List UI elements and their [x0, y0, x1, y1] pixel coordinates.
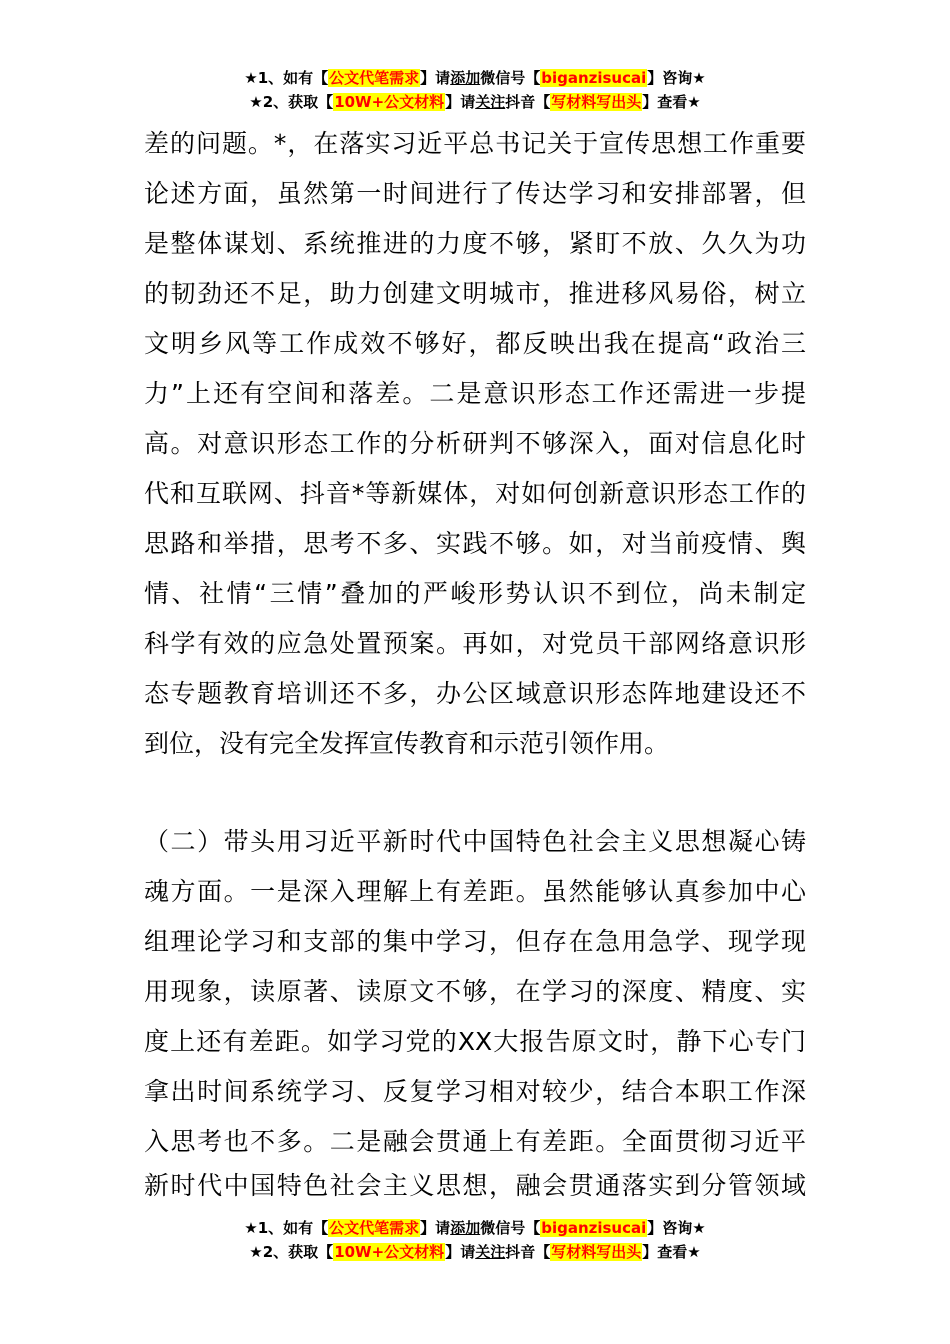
section-heading-line: （二）带头用习近平新时代中国特色社会主义思想凝心铸	[144, 827, 806, 856]
highlight-douyin-account: 写材料写出头	[551, 93, 642, 111]
highlight-materials: 10W+公文材料	[334, 93, 445, 111]
header-notice-line-1: ★1、如有【公文代笔需求】请添加微信号【biganzisucai】咨询★	[244, 69, 706, 87]
body-line: 差的问题。*，在落实习近平总书记关于宣传思想工作重要	[144, 129, 806, 158]
body-line: 论述方面，虽然第一时间进行了传达学习和安排部署，但	[144, 179, 806, 208]
body-line: 到位，没有完全发挥宣传教育和示范引领作用。	[144, 729, 670, 758]
header-notice-line-2: ★2、获取【10W+公文材料】请关注抖音【写材料写出头】查看★	[249, 93, 701, 111]
body-line: 拿出时间系统学习、反复学习相对较少，结合本职工作深	[144, 1077, 806, 1106]
body-line: 力”上还有空间和落差。二是意识形态工作还需进一步提	[144, 379, 806, 408]
body-line: 高。对意识形态工作的分析研判不够深入，面对信息化时	[144, 429, 806, 458]
body-line: 文明乡风等工作成效不够好，都反映出我在提高“政治三	[144, 329, 806, 358]
highlight-douyin-account: 写材料写出头	[551, 1243, 642, 1261]
body-line: 入思考也不多。二是融会贯通上有差距。全面贯彻习近平	[144, 1127, 806, 1156]
body-line: 思路和举措，思考不多、实践不够。如，对当前疫情、舆	[144, 529, 806, 558]
body-line: 度上还有差距。如学习党的XX大报告原文时，静下心专门	[144, 1027, 806, 1056]
body-line: 的韧劲还不足，助力创建文明城市，推进移风易俗，树立	[144, 279, 806, 308]
body-line: 魂方面。一是深入理解上有差距。虽然能够认真参加中心	[144, 877, 806, 906]
highlight-wechat-id: biganzisucai	[541, 69, 647, 87]
body-line: 是整体谋划、系统推进的力度不够，紧盯不放、久久为功	[144, 229, 806, 258]
highlight-wechat-id: biganzisucai	[541, 1219, 647, 1237]
highlight-service: 公文代笔需求	[329, 1219, 420, 1237]
footer-notice	[0, 1216, 950, 1264]
highlight-materials: 10W+公文材料	[334, 1243, 445, 1261]
body-line: 科学有效的应急处置预案。再如，对党员干部网络意识形	[144, 629, 806, 658]
body-line: 态专题教育培训还不多，办公区域意识形态阵地建设还不	[144, 679, 806, 708]
footer-notice-line-2: ★2、获取【10W+公文材料】请关注抖音【写材料写出头】查看★	[249, 1243, 701, 1261]
body-line: 组理论学习和支部的集中学习，但存在急用急学、现学现	[144, 927, 806, 956]
footer-notice-line-1: ★1、如有【公文代笔需求】请添加微信号【biganzisucai】咨询★	[244, 1219, 706, 1237]
body-line: 情、社情“三情”叠加的严峻形势认识不到位，尚未制定	[144, 579, 806, 608]
body-line: 新时代中国特色社会主义思想，融会贯通落实到分管领域	[144, 1171, 806, 1200]
body-line: 用现象，读原著、读原文不够，在学习的深度、精度、实	[144, 977, 806, 1006]
body-line: 代和互联网、抖音*等新媒体，对如何创新意识形态工作的	[144, 479, 806, 508]
header-notice	[0, 66, 950, 114]
highlight-service: 公文代笔需求	[329, 69, 420, 87]
